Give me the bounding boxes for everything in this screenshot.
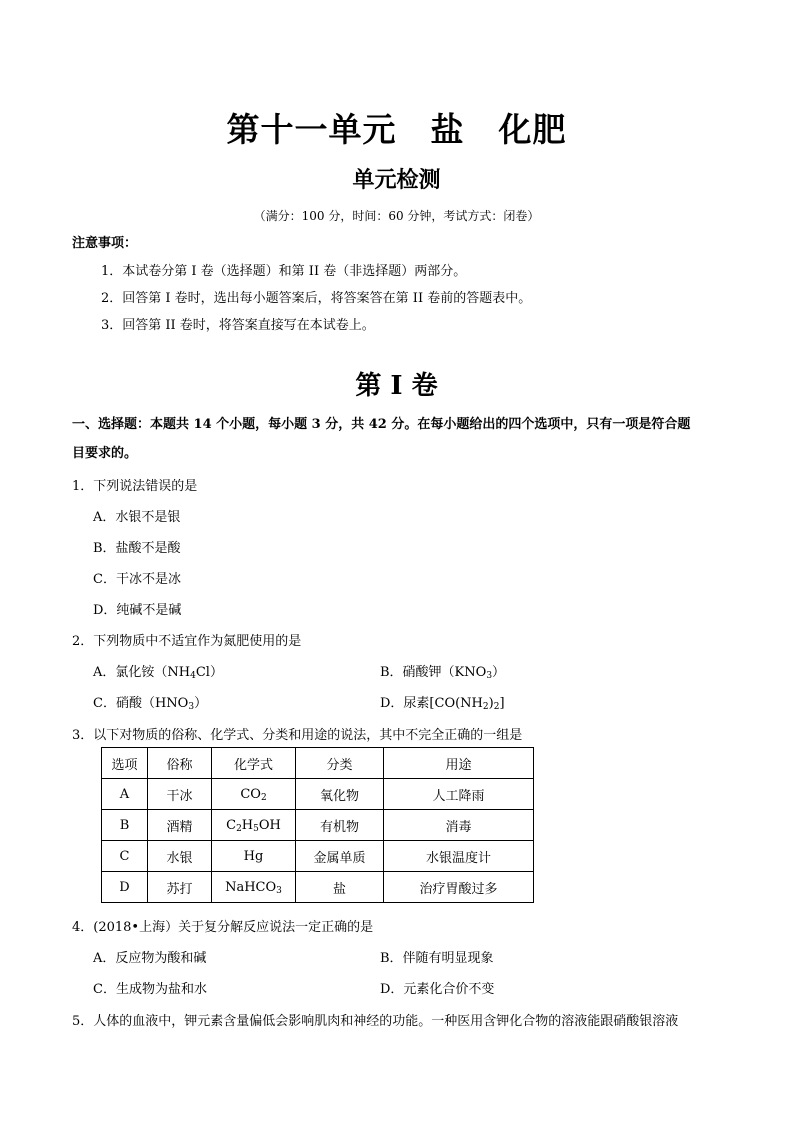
question-2-stem: 2．下列物质中不适宜作为氮肥使用的是 [72,634,302,649]
table-row [102,779,534,810]
question-2-option-b: B．硝酸钾$(KNO_3)$ [380,665,506,681]
table-cell-use: 人工降雨 [384,779,534,810]
notice-item: 3．回答第 II 卷时，将答案直接写在本试卷上。 [101,318,375,333]
notice-item: 1．本试卷分第 I 卷（选择题）和第 II 卷（非选择题）两部分。 [101,264,467,279]
section-heading-line2: 目要求的。 [72,446,138,461]
question-5-stem: 5．人体的血液中，钾元素含量偏低会影响肌肉和神经的功能。一种医用含钾化合物的溶液能跟硝酸银溶液 [72,1014,679,1029]
question-1-option-a: A．水银不是银 [93,510,181,525]
table-cell-formula: $CO_2$ [212,779,296,810]
table-cell-use: 消毒 [384,810,534,841]
table-row [102,841,534,872]
question-4-stem: 4．(2018•上海）关于复分解反应说法一定正确的是 [72,920,374,935]
question-4-option-d: D．元素化合价不变 [380,982,495,997]
table-cell-formula: Hg [212,841,296,872]
question-4-option-c: C．生成物为盐和水 [93,982,207,997]
table-cell-class: 金属单质 [296,841,384,872]
table-cell-use: 治疗胃酸过多 [384,872,534,903]
table-header-row [102,748,534,779]
question-2-option-a: A．氯化铵$(NH_4Cl)$ [93,665,223,681]
notice-heading: 注意事项： [72,236,138,251]
question-1-option-c: C．干冰不是冰 [93,572,181,587]
question-2-option-c: C．硝酸$(HNO_3)$ [93,696,208,712]
page-title: 第十一单元 盐 化肥 [226,110,567,149]
table-cell-name: 干冰 [148,779,212,810]
table-cell-class: 盐 [296,872,384,903]
table-row [102,810,534,841]
exam-meta: （满分：100 分，时间：60 分钟，考试方式：闭卷） [253,209,540,223]
table-cell-use: 水银温度计 [384,841,534,872]
table-cell-formula: NaHCO$_3$ [212,872,296,903]
notice-item: 2．回答第 I 卷时，选出每小题答案后，将答案答在第 II 卷前的答题表中。 [101,291,532,306]
table-cell-name: 水银 [148,841,212,872]
table-row [102,872,534,903]
table-header-cell: 俗称 [148,748,212,779]
table-header-cell: 化学式 [212,748,296,779]
table-cell-option: A [102,779,148,810]
table-header-cell: 分类 [296,748,384,779]
table-cell-name: 苏打 [148,872,212,903]
table-cell-class: 有机物 [296,810,384,841]
table-cell-formula: $C_2H_5OH$ [212,810,296,841]
table-cell-option: D [102,872,148,903]
volume-title: 第 I 卷 [355,371,438,401]
question-3-table [101,747,534,903]
table-cell-class: 氧化物 [296,779,384,810]
question-3-stem: 3．以下对物质的俗称、化学式、分类和用途的说法，其中不完全正确的一组是 [72,728,523,743]
section-heading-line1: 一、选择题：本题共 14 个小题，每小题 3 分，共 42 分。在每小题给出的四个选项中，只有一项是符合题 [72,417,691,432]
question-1-option-b: B．盐酸不是酸 [93,541,181,556]
table-cell-option: B [102,810,148,841]
question-1-stem: 1．下列说法错误的是 [72,479,198,494]
table-header-cell: 选项 [102,748,148,779]
table-cell-name: 酒精 [148,810,212,841]
question-2-option-d: D．尿素$[CO(NH_2)_2]$ [380,696,505,712]
table-header-cell: 用途 [384,748,534,779]
question-4-option-a: A．反应物为酸和碱 [93,951,207,966]
question-4-option-b: B．伴随有明显现象 [380,951,494,966]
page-subtitle: 单元检测 [352,167,441,193]
question-1-option-d: D．纯碱不是碱 [93,603,182,618]
table-cell-option: C [102,841,148,872]
